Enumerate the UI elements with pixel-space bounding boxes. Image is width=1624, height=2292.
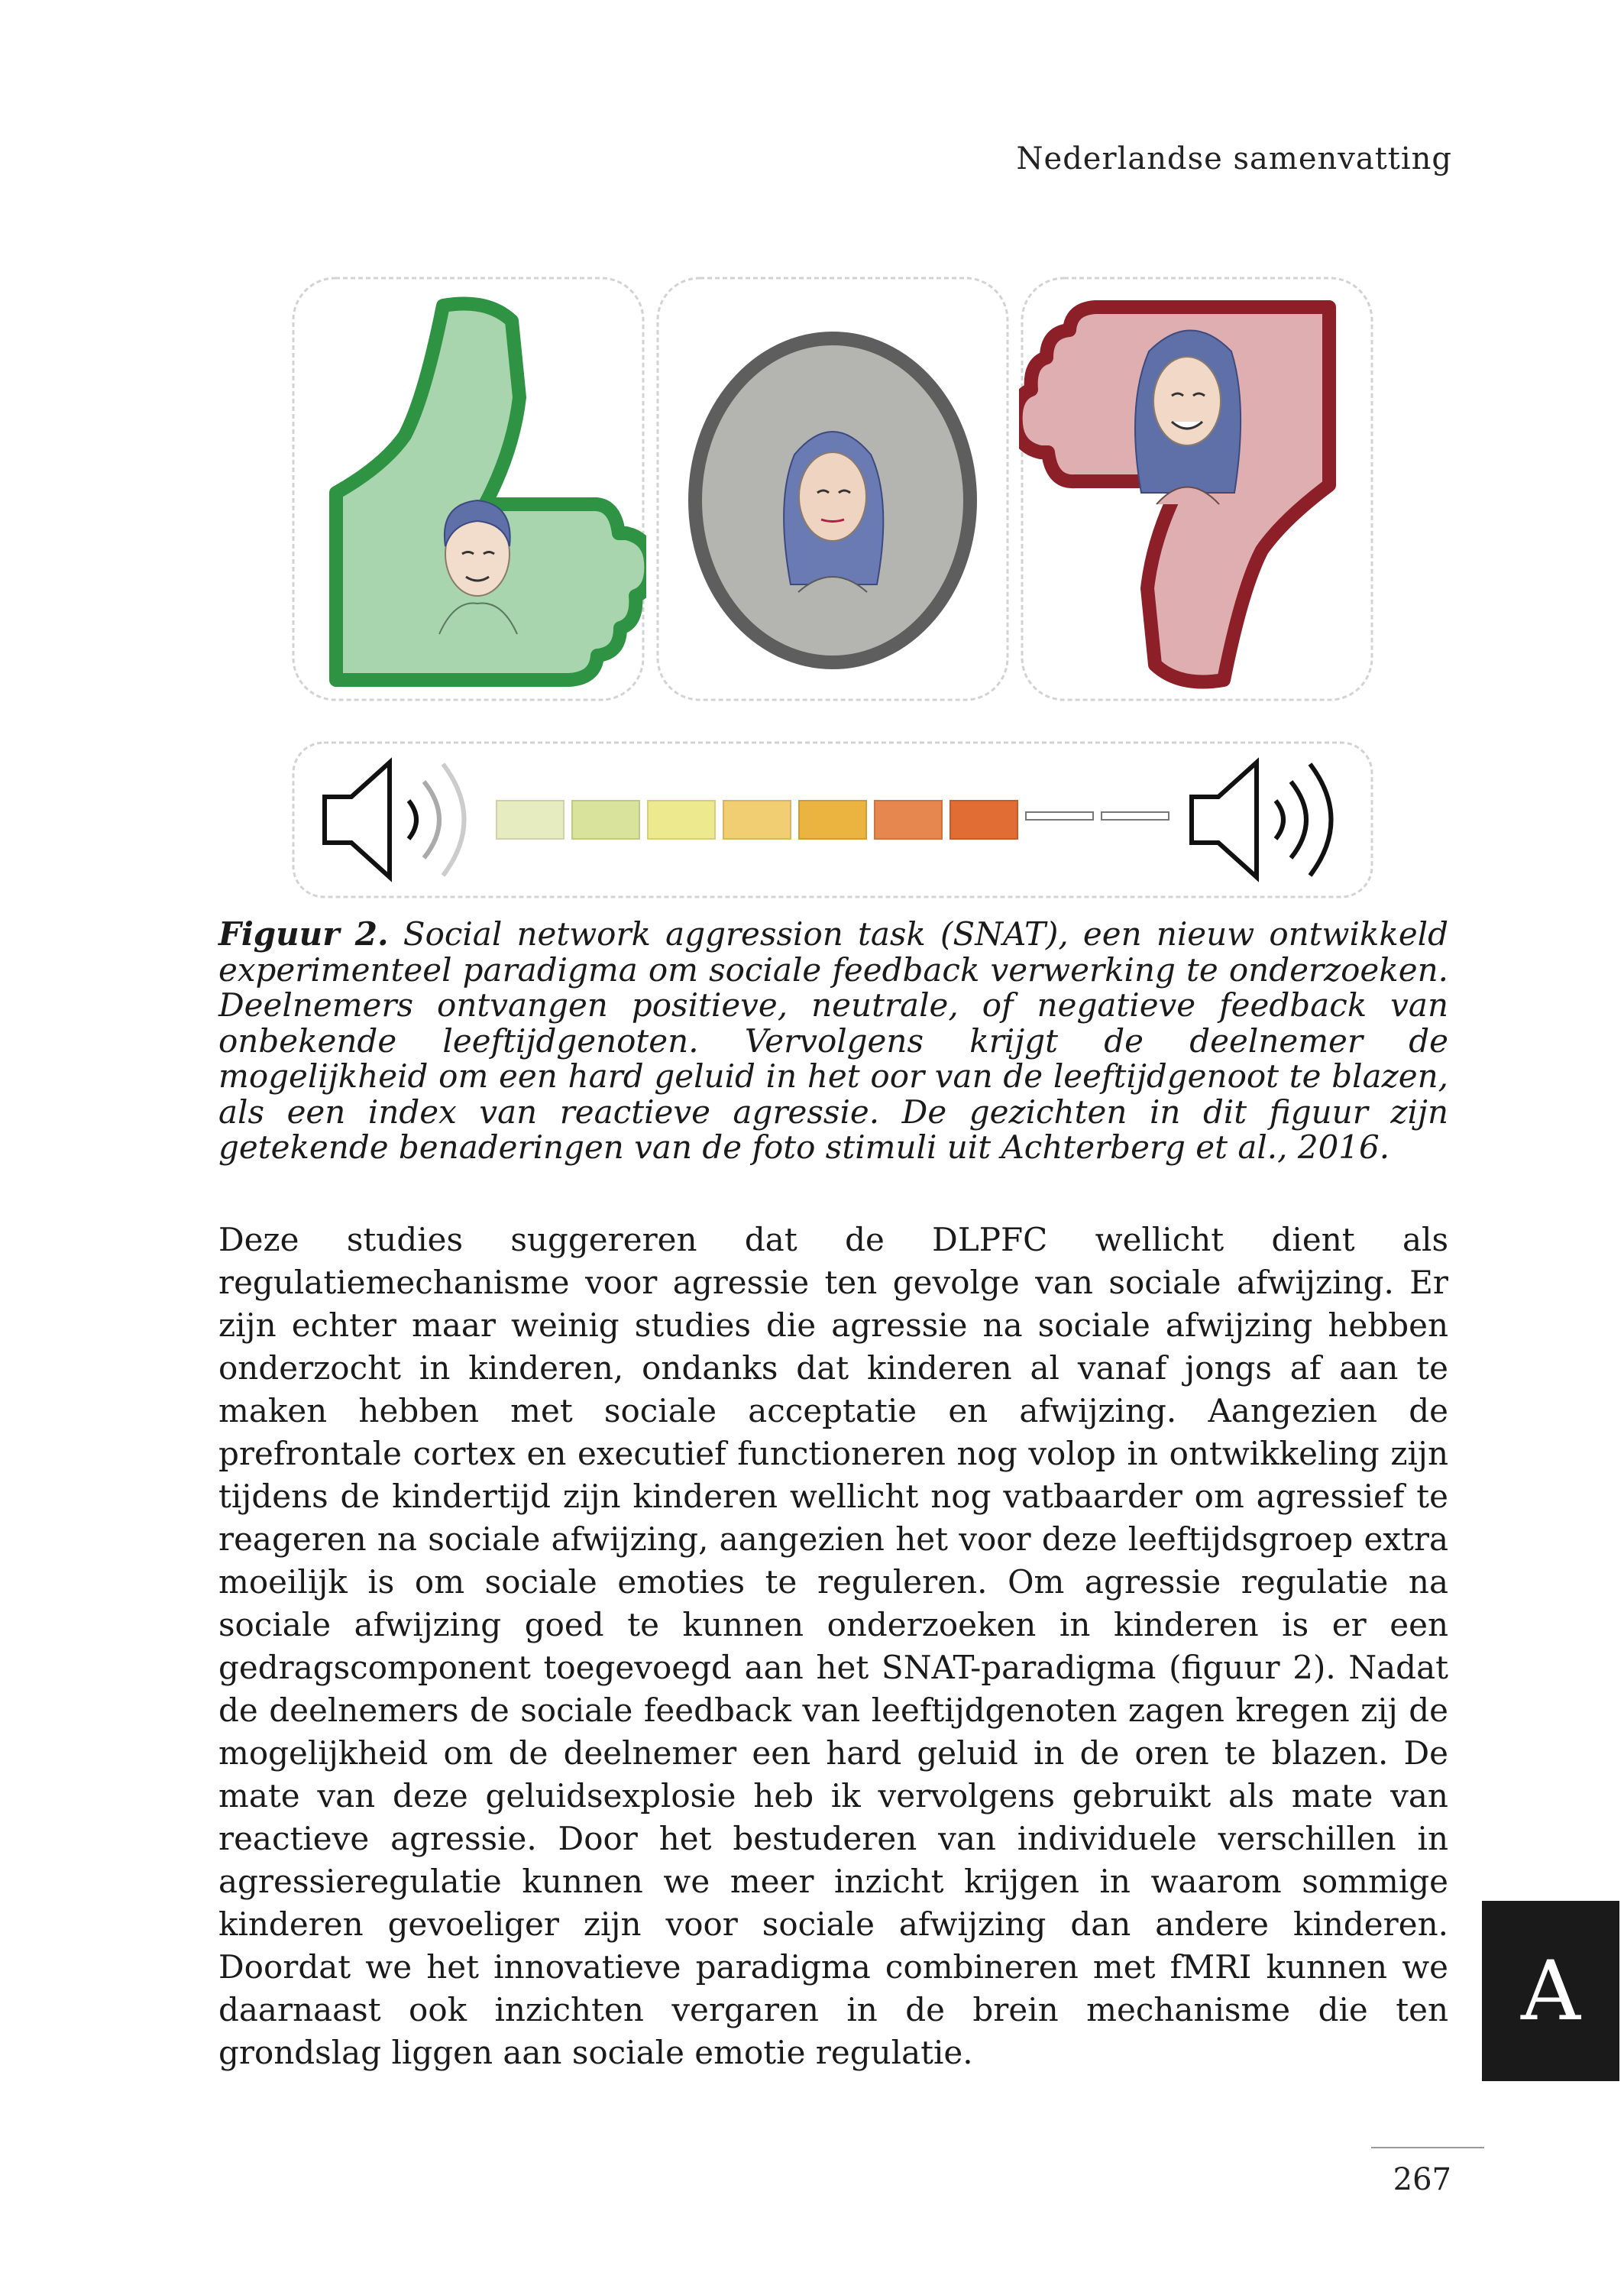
noise-level-6 [875,801,942,839]
noise-blast-scale [290,740,1375,900]
face-illustration [784,432,883,592]
noise-level-bar [497,801,1169,839]
figure-caption-text: Social network aggression task (SNAT), een nieuw ontwikkeld experimenteel paradigma om sociale feedback verwerking te onderzoeken. Deelnemers ontvangen positieve, neutrale, of negatieve feedback van onbekende leeftijdgenoten. Vervolgens krijgt de deelnemer de mogelijkheid om een hard geluid in het oor van de leeftijdgenoot te blazen, als een index van reactieve agressie. De gezichten in dit figuur zijn getekende benaderingen van de foto stimuli uit Achterberg et al., 2016. [218,915,1448,1166]
figure-caption [218,917,1448,1166]
positive-feedback-panel [290,275,646,703]
running-head: Nederlandse samenvatting [1016,141,1452,176]
noise-level-5 [799,801,866,839]
body-paragraph: Deze studies suggereren dat de DLPFC wellicht dient als regulatiemechanisme voor agressie ten gevolge van sociale afwijzing. Er zijn echter maar weinig studies die agressie na sociale afwijzing hebben onderzocht in kinderen, ondanks dat kinderen al vanaf jongs af aan te maken hebben met sociale acceptatie en afwijzing. Aangezien de prefrontale cortex en executief functioneren nog volop in ontwikkeling zijn tijdens de kindertijd zijn kinderen wellicht nog vatbaarder om agressief te reageren na sociale afwijzing, aangezien het voor deze leeftijdsgroep extra moeilijk is om sociale emoties te reguleren. Om agressie regulatie na sociale afwijzing goed te kunnen onderzoeken in kinderen is er een gedragscomponent toegevoegd aan het SNAT-paradigma (figuur 2). Nadat de deelnemers de sociale feedback van leeftijdgenoten zagen kregen zij de mogelijkheid om de deelnemer een hard geluid in de oren te blazen. De mate van deze geluidsexplosie heb ik vervolgens gebruikt als mate van reactieve agressie. Door het bestuderen van individuele verschillen in agressieregulatie kunnen we meer inzicht krijgen in waarom sommige kinderen gevoeliger zijn voor sociale afwijzing dan andere kinderen. Doordat we het innovatieve paradigma combineren met fMRI kunnen we daarnaast ook inzichten vergaren in de brein mechanisme die ten grondslag liggen aan sociale emotie regulatie. [218,1221,1448,2071]
chapter-tab: A [1482,1901,1619,2081]
noise-level-8 [1026,812,1093,820]
noise-level-2 [572,801,639,839]
noise-level-4 [723,801,791,839]
face-illustration [1135,331,1241,505]
face-illustration [439,500,517,634]
noise-level-9 [1102,812,1169,820]
negative-feedback-panel [1019,275,1375,703]
neutral-feedback-panel [655,275,1011,703]
noise-level-1 [497,801,564,839]
snat-figure [290,275,1375,902]
footer-rule [1371,2147,1484,2148]
figure-label: Figuur 2. [218,915,389,953]
noise-level-7 [950,801,1017,839]
speaker-high-icon [1192,762,1331,877]
speaker-low-icon [325,762,464,877]
page-number: 267 [1393,2162,1451,2197]
noise-level-3 [648,801,715,839]
